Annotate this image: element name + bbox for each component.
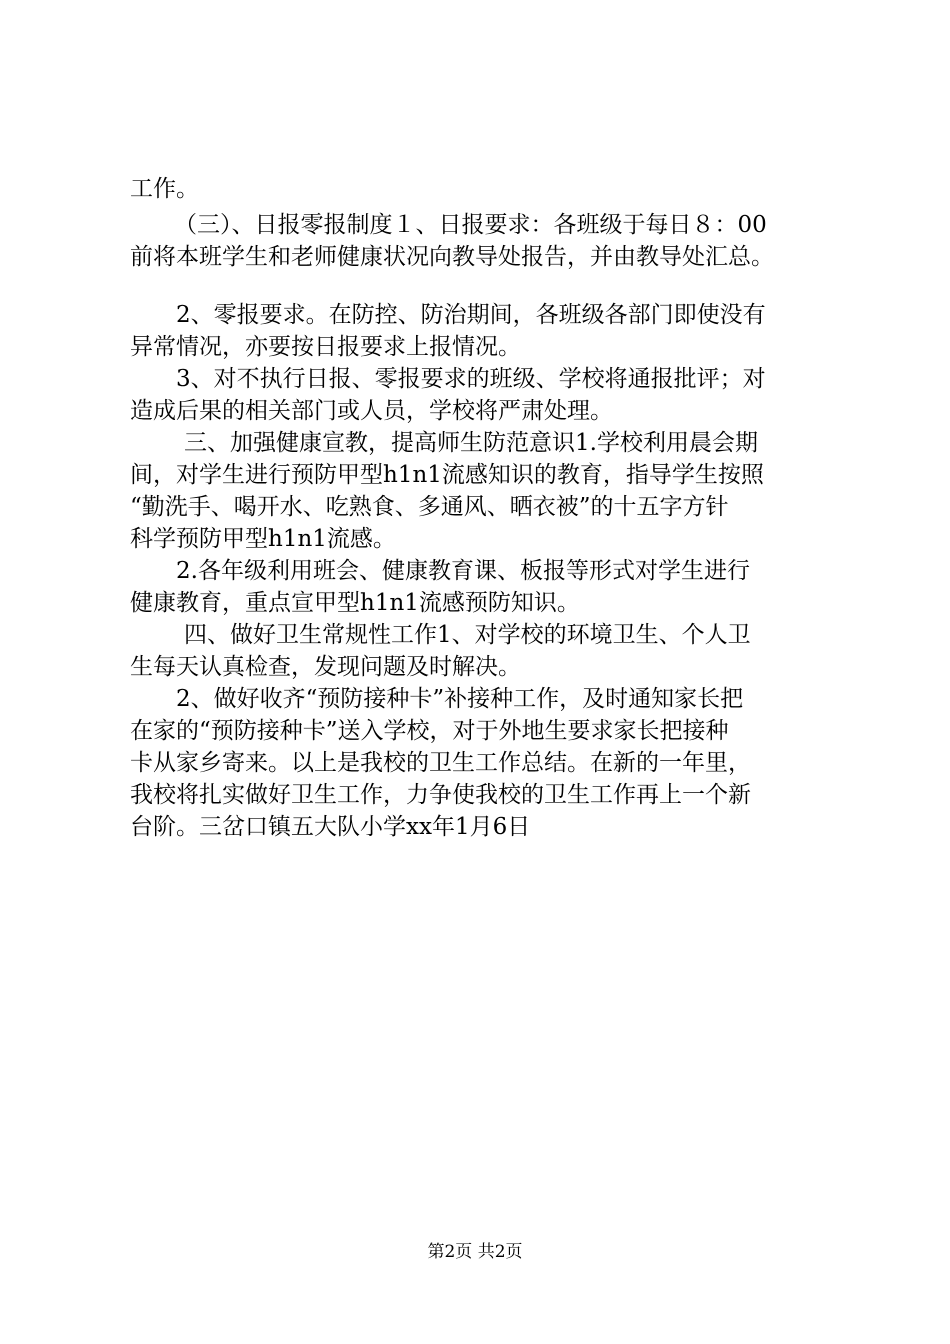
text-line: 四、做好卫生常规性工作1、对学校的环境卫生、个人卫 [184,622,751,648]
text-line: 在家的“预防接种卡”送入学校，对于外地生要求家长把接种 [130,718,729,744]
text-line: 工作。 [130,176,199,202]
text-line: 生每天认真检查，发现问题及时解决。 [130,654,521,680]
text-line: 我校将扎实做好卫生工作，力争使我校的卫生工作再上一个新 [130,782,751,808]
text-line: 健康教育，重点宣甲型h1n1流感预防知识。 [130,590,580,616]
text-line: 三、加强健康宣教，提高师生防范意识1.学校利用晨会期 [184,430,758,456]
text-line: （三）、日报零报制度１、日报要求：各班级于每日８：00 [174,212,767,238]
text-line: 2、做好收齐“预防接种卡”补接种工作，及时通知家长把 [176,686,744,712]
text-line: “勤洗手、喝开水、吃熟食、多通风、晒衣被”的十五字方针 [130,494,729,520]
text-line: 前将本班学生和老师健康状况向教导处报告，并由教导处汇总。 [130,244,774,270]
text-line: 2.各年级利用班会、健康教育课、板报等形式对学生进行 [176,558,750,584]
text-line: 异常情况，亦要按日报要求上报情况。 [130,334,521,360]
text-line: 间，对学生进行预防甲型h1n1流感知识的教育，指导学生按照 [130,462,764,488]
text-line: 2、零报要求。在防控、防治期间，各班级各部门即使没有 [176,302,766,328]
text-line: 3、对不执行日报、零报要求的班级、学校将通报批评；对 [176,366,766,392]
text-line: 卡从家乡寄来。以上是我校的卫生工作总结。在新的一年里， [130,750,751,776]
text-line: 科学预防甲型h1n1流感。 [130,526,396,552]
text-line: 台阶。三岔口镇五大队小学xx年1月6日 [130,814,531,840]
text-line: 造成后果的相关部门或人员，学校将严肃处理。 [130,398,613,424]
page-number-footer: 第2页 共2页 [427,1242,523,1262]
